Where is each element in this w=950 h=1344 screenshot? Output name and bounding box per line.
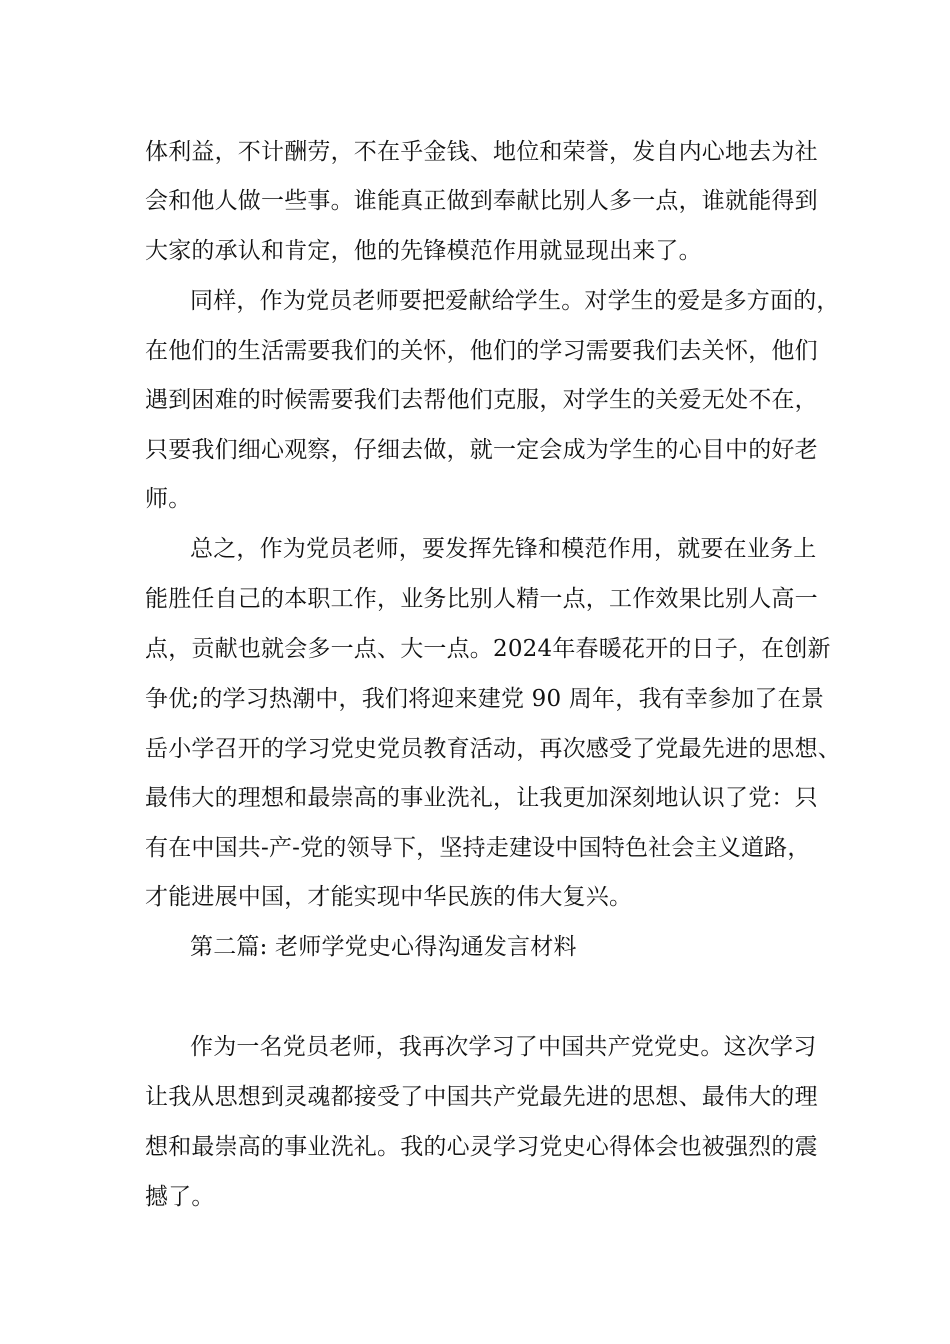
paragraph-3-line-5: 岳小学召开的学习党史党员教育活动，再次感受了党最先进的思想、 [145, 736, 841, 762]
paragraph-3-line-4: 争优;的学习热潮中，我们将迎来建党 90 周年，我有幸参加了在景 [145, 686, 825, 712]
paragraph-5-line-1: 作为一名党员老师，我再次学习了中国共产党党史。这次学习 [190, 1034, 817, 1060]
paragraph-3-line-2: 能胜任自己的本职工作，业务比别人精一点，工作效果比别人高一 [145, 586, 818, 612]
paragraph-2-line-2: 在他们的生活需要我们的关怀，他们的学习需要我们去关怀，他们 [145, 338, 818, 364]
section-heading: 第二篇: 老师学党史心得沟通发言材料 [190, 934, 577, 960]
paragraph-2-line-1: 同样，作为党员老师要把爱献给学生。对学生的爱是多方面的， [190, 288, 840, 314]
paragraph-3-line-8: 才能进展中国，才能实现中华民族的伟大复兴。 [145, 884, 633, 910]
paragraph-2-line-5: 师。 [145, 486, 192, 512]
paragraph-1-line-1: 体利益，不计酬劳，不在乎金钱、地位和荣誉，发自内心地去为社 [145, 139, 818, 165]
paragraph-3-line-3: 点，贡献也就会多一点、大一点。2024年春暖花开的日子，在创新 [145, 636, 831, 662]
paragraph-1-line-3: 大家的承认和肯定，他的先锋模范作用就显现出来了。 [145, 238, 702, 264]
paragraph-1-line-2: 会和他人做一些事。谁能真正做到奉献比别人多一点，谁就能得到 [145, 188, 818, 214]
paragraph-5-line-3: 想和最崇高的事业洗礼。我的心灵学习党史心得体会也被强烈的震 [145, 1134, 818, 1160]
paragraph-3-line-7: 有在中国共-产-党的领导下，坚持走建设中国特色社会主义道路， [145, 835, 811, 861]
paragraph-3-line-6: 最伟大的理想和最崇高的事业洗礼，让我更加深刻地认识了党：只 [145, 785, 818, 811]
paragraph-2-line-4: 只要我们细心观察，仔细去做，就一定会成为学生的心目中的好老 [145, 437, 818, 463]
paragraph-3-line-1: 总之，作为党员老师，要发挥先锋和模范作用，就要在业务上 [190, 536, 817, 562]
paragraph-5-line-2: 让我从思想到灵魂都接受了中国共产党最先进的思想、最伟大的理 [145, 1084, 818, 1110]
paragraph-5-line-4: 撼了。 [145, 1184, 215, 1210]
paragraph-2-line-3: 遇到困难的时候需要我们去帮他们克服，对学生的关爱无处不在， [145, 387, 818, 413]
